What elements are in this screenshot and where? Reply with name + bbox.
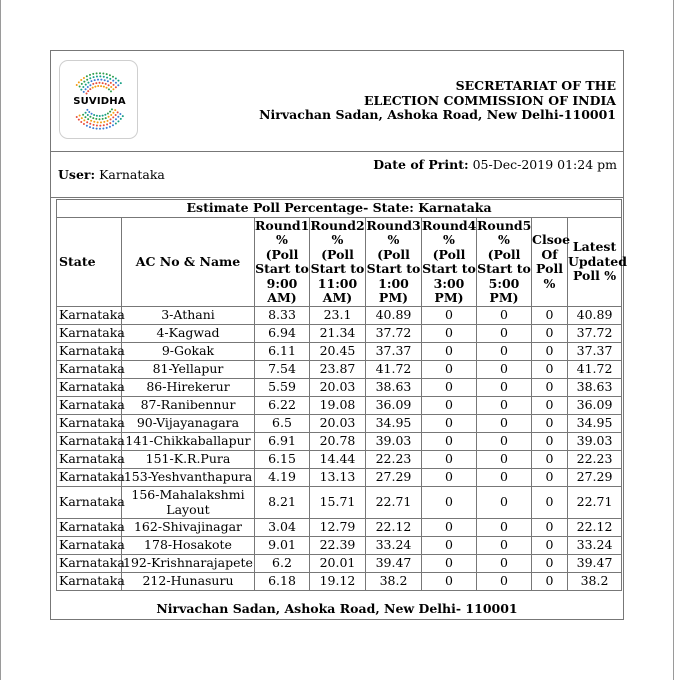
state-cell: Karnataka xyxy=(57,519,122,537)
latest-poll-cell: 36.09 xyxy=(568,397,622,415)
latest-poll-cell: 41.72 xyxy=(568,361,622,379)
latest-poll-cell: 38.2 xyxy=(568,573,622,591)
round1-cell: 9.01 xyxy=(255,537,310,555)
table-row xyxy=(57,519,622,537)
close-poll-cell: 0 xyxy=(532,469,568,487)
latest-poll-cell: 37.72 xyxy=(568,325,622,343)
round5-cell: 0 xyxy=(477,573,532,591)
round2-cell: 19.12 xyxy=(310,573,366,591)
header-ac-no-name: AC No & Name xyxy=(122,218,255,307)
header-line: % xyxy=(387,232,400,247)
header-line: AM) xyxy=(322,290,353,305)
org-line-3: Nirvachan Sadan, Ashoka Road, New Delhi-110001 xyxy=(259,107,616,122)
latest-poll-cell: 39.47 xyxy=(568,555,622,573)
header-line: Poll xyxy=(536,261,563,276)
header-line: Start to xyxy=(255,261,309,276)
round2-cell: 21.34 xyxy=(310,325,366,343)
close-poll-cell: 0 xyxy=(532,451,568,469)
round4-cell: 0 xyxy=(422,307,477,325)
header-line: 1:00 xyxy=(378,275,409,291)
round1-cell: 4.19 xyxy=(255,469,310,487)
round1-cell: 6.94 xyxy=(255,325,310,343)
latest-poll-cell: 34.95 xyxy=(568,415,622,433)
round5-cell: 0 xyxy=(477,397,532,415)
header-line: (Poll xyxy=(321,246,354,262)
close-poll-cell: 0 xyxy=(532,487,568,519)
header-line: 3:00 xyxy=(433,275,465,291)
round2-cell: 19.08 xyxy=(310,397,366,415)
header-line: Start to xyxy=(477,261,531,276)
round2-cell: 20.01 xyxy=(310,555,366,573)
latest-poll-cell: 22.71 xyxy=(568,487,622,519)
state-cell: Karnataka xyxy=(57,379,122,397)
suvidha-logo xyxy=(59,60,138,139)
round4-cell: 0 xyxy=(422,469,477,487)
round5-cell: 0 xyxy=(477,555,532,573)
latest-poll-cell: 38.63 xyxy=(568,379,622,397)
ac-cell: 86-Hirekerur xyxy=(122,379,255,397)
round1-cell: 6.2 xyxy=(255,555,310,573)
header-line: (Poll xyxy=(487,246,521,262)
table-row xyxy=(57,361,622,379)
round1-cell: 6.18 xyxy=(255,573,310,591)
round1-cell: 7.54 xyxy=(255,361,310,379)
ac-cell: 192-Krishnarajapete xyxy=(122,555,255,573)
round3-cell: 37.72 xyxy=(366,325,422,343)
close-poll-cell: 0 xyxy=(532,343,568,361)
round4-cell: 0 xyxy=(422,325,477,343)
round4-cell: 0 xyxy=(422,343,477,361)
round5-cell: 0 xyxy=(477,537,532,555)
round2-cell: 20.03 xyxy=(310,415,366,433)
state-cell: Karnataka xyxy=(57,537,122,555)
round2-cell: 12.79 xyxy=(310,519,366,537)
latest-poll-cell: 27.29 xyxy=(568,469,622,487)
round1-cell: 5.59 xyxy=(255,379,310,397)
header-line: Round3 xyxy=(366,217,421,233)
header-close-of-poll xyxy=(532,218,571,307)
table-row xyxy=(57,307,622,325)
close-poll-cell: 0 xyxy=(532,361,568,379)
round2-cell: 13.13 xyxy=(310,469,366,487)
header-line: 9:00 xyxy=(266,275,298,291)
state-cell: Karnataka xyxy=(57,487,122,519)
round4-cell: 0 xyxy=(422,451,477,469)
round3-cell: 37.37 xyxy=(366,343,422,361)
header-line: PM) xyxy=(489,290,519,305)
round3-cell: 38.2 xyxy=(366,573,422,591)
logo-text: SUVIDHA xyxy=(73,96,126,107)
left-edge-line xyxy=(0,0,1,680)
footer-address: Nirvachan Sadan, Ashoka Road, New Delhi- 110001 xyxy=(156,601,518,616)
round2-cell: 20.03 xyxy=(310,379,366,397)
close-poll-cell: 0 xyxy=(532,433,568,451)
close-poll-cell: 0 xyxy=(532,537,568,555)
state-cell: Karnataka xyxy=(57,555,122,573)
print-date-value: 05-Dec-2019 01:24 pm xyxy=(472,157,617,172)
round5-cell: 0 xyxy=(477,325,532,343)
close-poll-cell: 0 xyxy=(532,307,568,325)
header-line: Start to xyxy=(310,261,365,276)
close-poll-cell: 0 xyxy=(532,555,568,573)
state-cell: Karnataka xyxy=(57,397,122,415)
round1-cell: 8.33 xyxy=(255,307,310,325)
header-latest-updated-poll xyxy=(568,218,627,307)
table-row xyxy=(57,379,622,397)
round1-cell: 6.91 xyxy=(255,433,310,451)
ac-cell: 87-Ranibennur xyxy=(122,397,255,415)
close-poll-cell: 0 xyxy=(532,519,568,537)
ac-cell: 90-Vijayanagara xyxy=(122,415,255,433)
close-poll-cell: 0 xyxy=(532,379,568,397)
header-line: Updated xyxy=(568,253,627,269)
round3-cell: 36.09 xyxy=(366,397,422,415)
header-line: Round1 xyxy=(255,217,310,233)
round4-cell: 0 xyxy=(422,415,477,433)
round3-cell: 38.63 xyxy=(366,379,422,397)
header-line: Start to xyxy=(422,261,476,276)
ac-cell: 178-Hosakote xyxy=(122,537,255,555)
round4-cell: 0 xyxy=(422,519,477,537)
user-label: User: xyxy=(58,167,96,182)
state-cell: Karnataka xyxy=(57,451,122,469)
round1-cell: 8.21 xyxy=(255,487,310,519)
table-row xyxy=(57,415,622,433)
ac-cell: 81-Yellapur xyxy=(122,361,255,379)
round4-cell: 0 xyxy=(422,537,477,555)
round2-cell: 23.1 xyxy=(310,307,366,325)
round2-cell: 14.44 xyxy=(310,451,366,469)
user-value: Karnataka xyxy=(99,167,165,182)
latest-poll-cell: 39.03 xyxy=(568,433,622,451)
ac-cell: 9-Gokak xyxy=(122,343,255,361)
table-title: Estimate Poll Percentage- State: Karnataka xyxy=(57,200,622,218)
header-line: % xyxy=(443,232,455,247)
ac-cell: 153-Yeshvanthapura xyxy=(122,469,255,487)
table-row xyxy=(57,433,622,451)
header-round5 xyxy=(477,218,532,307)
round4-cell: 0 xyxy=(422,361,477,379)
table-row xyxy=(57,537,622,555)
round4-cell: 0 xyxy=(422,573,477,591)
header-line: (Poll xyxy=(377,246,410,262)
ac-cell: 212-Hunasuru xyxy=(122,573,255,591)
latest-poll-cell: 40.89 xyxy=(568,307,622,325)
state-cell: Karnataka xyxy=(57,325,122,343)
header-line: % xyxy=(543,275,556,291)
latest-poll-cell: 37.37 xyxy=(568,343,622,361)
header-line: % xyxy=(498,232,510,247)
header-line: Round4 xyxy=(422,217,477,233)
print-date-label: Date of Print: xyxy=(373,157,469,172)
round1-cell: 6.11 xyxy=(255,343,310,361)
round3-cell: 40.89 xyxy=(366,307,422,325)
round5-cell: 0 xyxy=(477,433,532,451)
round2-cell: 20.78 xyxy=(310,433,366,451)
round4-cell: 0 xyxy=(422,555,477,573)
close-poll-cell: 0 xyxy=(532,573,568,591)
state-cell: Karnataka xyxy=(57,415,122,433)
header-line: AM) xyxy=(267,290,297,305)
close-poll-cell: 0 xyxy=(532,415,568,433)
round5-cell: 0 xyxy=(477,379,532,397)
round5-cell: 0 xyxy=(477,361,532,379)
round1-cell: 6.22 xyxy=(255,397,310,415)
table-row xyxy=(57,451,622,469)
state-cell: Karnataka xyxy=(57,469,122,487)
round2-cell: 20.45 xyxy=(310,343,366,361)
ac-cell: 141-Chikkaballapur xyxy=(122,433,255,451)
round3-cell: 33.24 xyxy=(366,537,422,555)
header-line: 11:00 xyxy=(317,275,358,291)
latest-poll-cell: 33.24 xyxy=(568,537,622,555)
header-line: Start to xyxy=(366,261,421,276)
round5-cell: 0 xyxy=(477,487,532,519)
close-poll-cell: 0 xyxy=(532,397,568,415)
org-line-2: ELECTION COMMISSION OF INDIA xyxy=(363,92,616,108)
round1-cell: 6.5 xyxy=(255,415,310,433)
round3-cell: 41.72 xyxy=(366,361,422,379)
table-row xyxy=(57,397,622,415)
header-round2 xyxy=(310,218,366,307)
org-line-1: SECRETARIAT OF THE xyxy=(455,78,616,93)
latest-poll-cell: 22.23 xyxy=(568,451,622,469)
round2-cell: 22.39 xyxy=(310,537,366,555)
header-line: (Poll xyxy=(265,246,299,262)
header-line: % xyxy=(331,232,344,247)
table-row xyxy=(57,343,622,361)
round3-cell: 22.71 xyxy=(366,487,422,519)
ac-cell: 3-Athani xyxy=(122,307,255,325)
header-line: (Poll xyxy=(432,246,466,262)
table-row xyxy=(57,325,622,343)
round4-cell: 0 xyxy=(422,397,477,415)
round3-cell: 22.23 xyxy=(366,451,422,469)
round3-cell: 22.12 xyxy=(366,519,422,537)
info-bar xyxy=(51,151,623,198)
ac-cell: 151-K.R.Pura xyxy=(122,451,255,469)
header-line: Poll % xyxy=(572,268,617,284)
round4-cell: 0 xyxy=(422,487,477,519)
round5-cell: 0 xyxy=(477,451,532,469)
header-line: PM) xyxy=(434,290,464,305)
round5-cell: 0 xyxy=(477,519,532,537)
round3-cell: 39.03 xyxy=(366,433,422,451)
round5-cell: 0 xyxy=(477,469,532,487)
ac-cell: 156-Mahalakshmi Layout xyxy=(122,487,255,519)
round3-cell: 27.29 xyxy=(366,469,422,487)
state-cell: Karnataka xyxy=(57,433,122,451)
round5-cell: 0 xyxy=(477,307,532,325)
header-line: Round2 xyxy=(310,217,365,233)
state-cell: Karnataka xyxy=(57,361,122,379)
round3-cell: 34.95 xyxy=(366,415,422,433)
header-line: Latest xyxy=(572,239,617,255)
round1-cell: 6.15 xyxy=(255,451,310,469)
latest-poll-cell: 22.12 xyxy=(568,519,622,537)
round5-cell: 0 xyxy=(477,415,532,433)
header-line: % xyxy=(276,232,288,247)
header-line: PM) xyxy=(378,290,409,305)
user-info xyxy=(58,167,165,182)
round4-cell: 0 xyxy=(422,433,477,451)
round1-cell: 3.04 xyxy=(255,519,310,537)
header-round3 xyxy=(366,218,422,307)
ac-cell: 162-Shivajinagar xyxy=(122,519,255,537)
state-cell: Karnataka xyxy=(57,573,122,591)
header-line: 5:00 xyxy=(488,275,520,291)
state-cell: Karnataka xyxy=(57,307,122,325)
round2-cell: 15.71 xyxy=(310,487,366,519)
round3-cell: 39.47 xyxy=(366,555,422,573)
table-row xyxy=(57,487,622,519)
close-poll-cell: 0 xyxy=(532,325,568,343)
round5-cell: 0 xyxy=(477,343,532,361)
document-page xyxy=(50,50,627,620)
state-cell: Karnataka xyxy=(57,343,122,361)
organization-block xyxy=(259,79,616,123)
header-line: Round5 xyxy=(477,217,532,233)
header-round4 xyxy=(422,218,477,307)
print-date xyxy=(373,157,617,172)
round2-cell: 23.87 xyxy=(310,361,366,379)
table-row xyxy=(57,469,622,487)
header-state: State xyxy=(57,218,122,307)
ac-cell: 4-Kagwad xyxy=(122,325,255,343)
table-row xyxy=(57,573,622,591)
header-round1 xyxy=(255,218,310,307)
table-row xyxy=(57,555,622,573)
poll-percentage-table xyxy=(56,199,627,591)
header-line: Of xyxy=(541,246,558,262)
round4-cell: 0 xyxy=(422,379,477,397)
header-line: Clsoe xyxy=(532,232,571,247)
document-header xyxy=(51,51,623,152)
